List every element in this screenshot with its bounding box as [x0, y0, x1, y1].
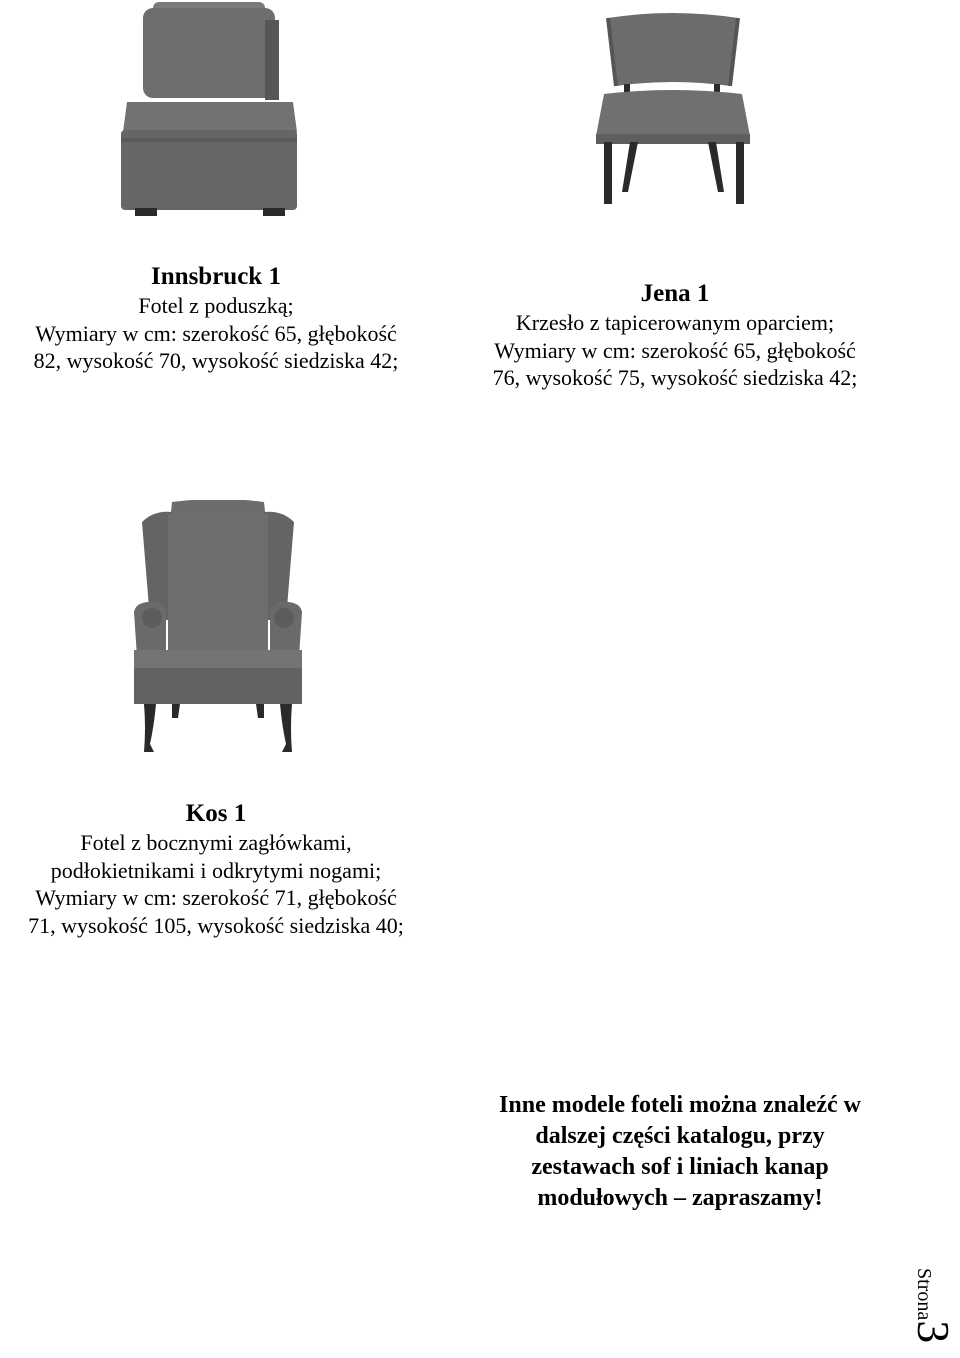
innsbruck-caption	[0, 261, 432, 375]
catalog-note	[460, 1090, 900, 1214]
note-line: Inne modele foteli można znaleźć w	[499, 1092, 861, 1118]
product-desc-line: 76, wysokość 75, wysokość siedziska 42;	[492, 365, 858, 391]
product-desc-line: 71, wysokość 105, wysokość siedziska 40;	[28, 912, 404, 938]
product-title: Innsbruck 1	[151, 263, 281, 290]
product-desc-line: Wymiary w cm: szerokość 71, głębokość	[35, 885, 397, 911]
product-desc-line: Wymiary w cm: szerokość 65, głębokość	[494, 337, 856, 363]
kos-chair-image	[132, 500, 304, 755]
kos-caption	[0, 798, 432, 939]
note-line: modułowych – zapraszamy!	[537, 1185, 823, 1211]
page-number-value: 3	[908, 1320, 959, 1344]
jena-chair-image	[590, 12, 755, 207]
jena-caption	[450, 278, 900, 392]
product-desc-line: Fotel z bocznymi zagłówkami,	[80, 830, 352, 856]
product-title: Kos 1	[185, 800, 247, 827]
product-desc-line: 82, wysokość 70, wysokość siedziska 42;	[33, 348, 399, 374]
note-line: zestawach sof i liniach kanap	[531, 1154, 829, 1180]
product-title: Jena 1	[640, 280, 710, 307]
innsbruck-chair-image	[115, 2, 305, 217]
product-desc-line: Fotel z poduszką;	[138, 293, 294, 319]
product-desc-line: Wymiary w cm: szerokość 65, głębokość	[35, 320, 397, 346]
page-label: Strona	[913, 1268, 935, 1321]
product-desc-line: podłokietnikami i odkrytymi nogami;	[50, 857, 382, 883]
note-line: dalszej części katalogu, przy	[535, 1123, 825, 1149]
page-number	[905, 1268, 960, 1358]
product-desc-line: Krzesło z tapicerowanym oparciem;	[515, 310, 835, 336]
